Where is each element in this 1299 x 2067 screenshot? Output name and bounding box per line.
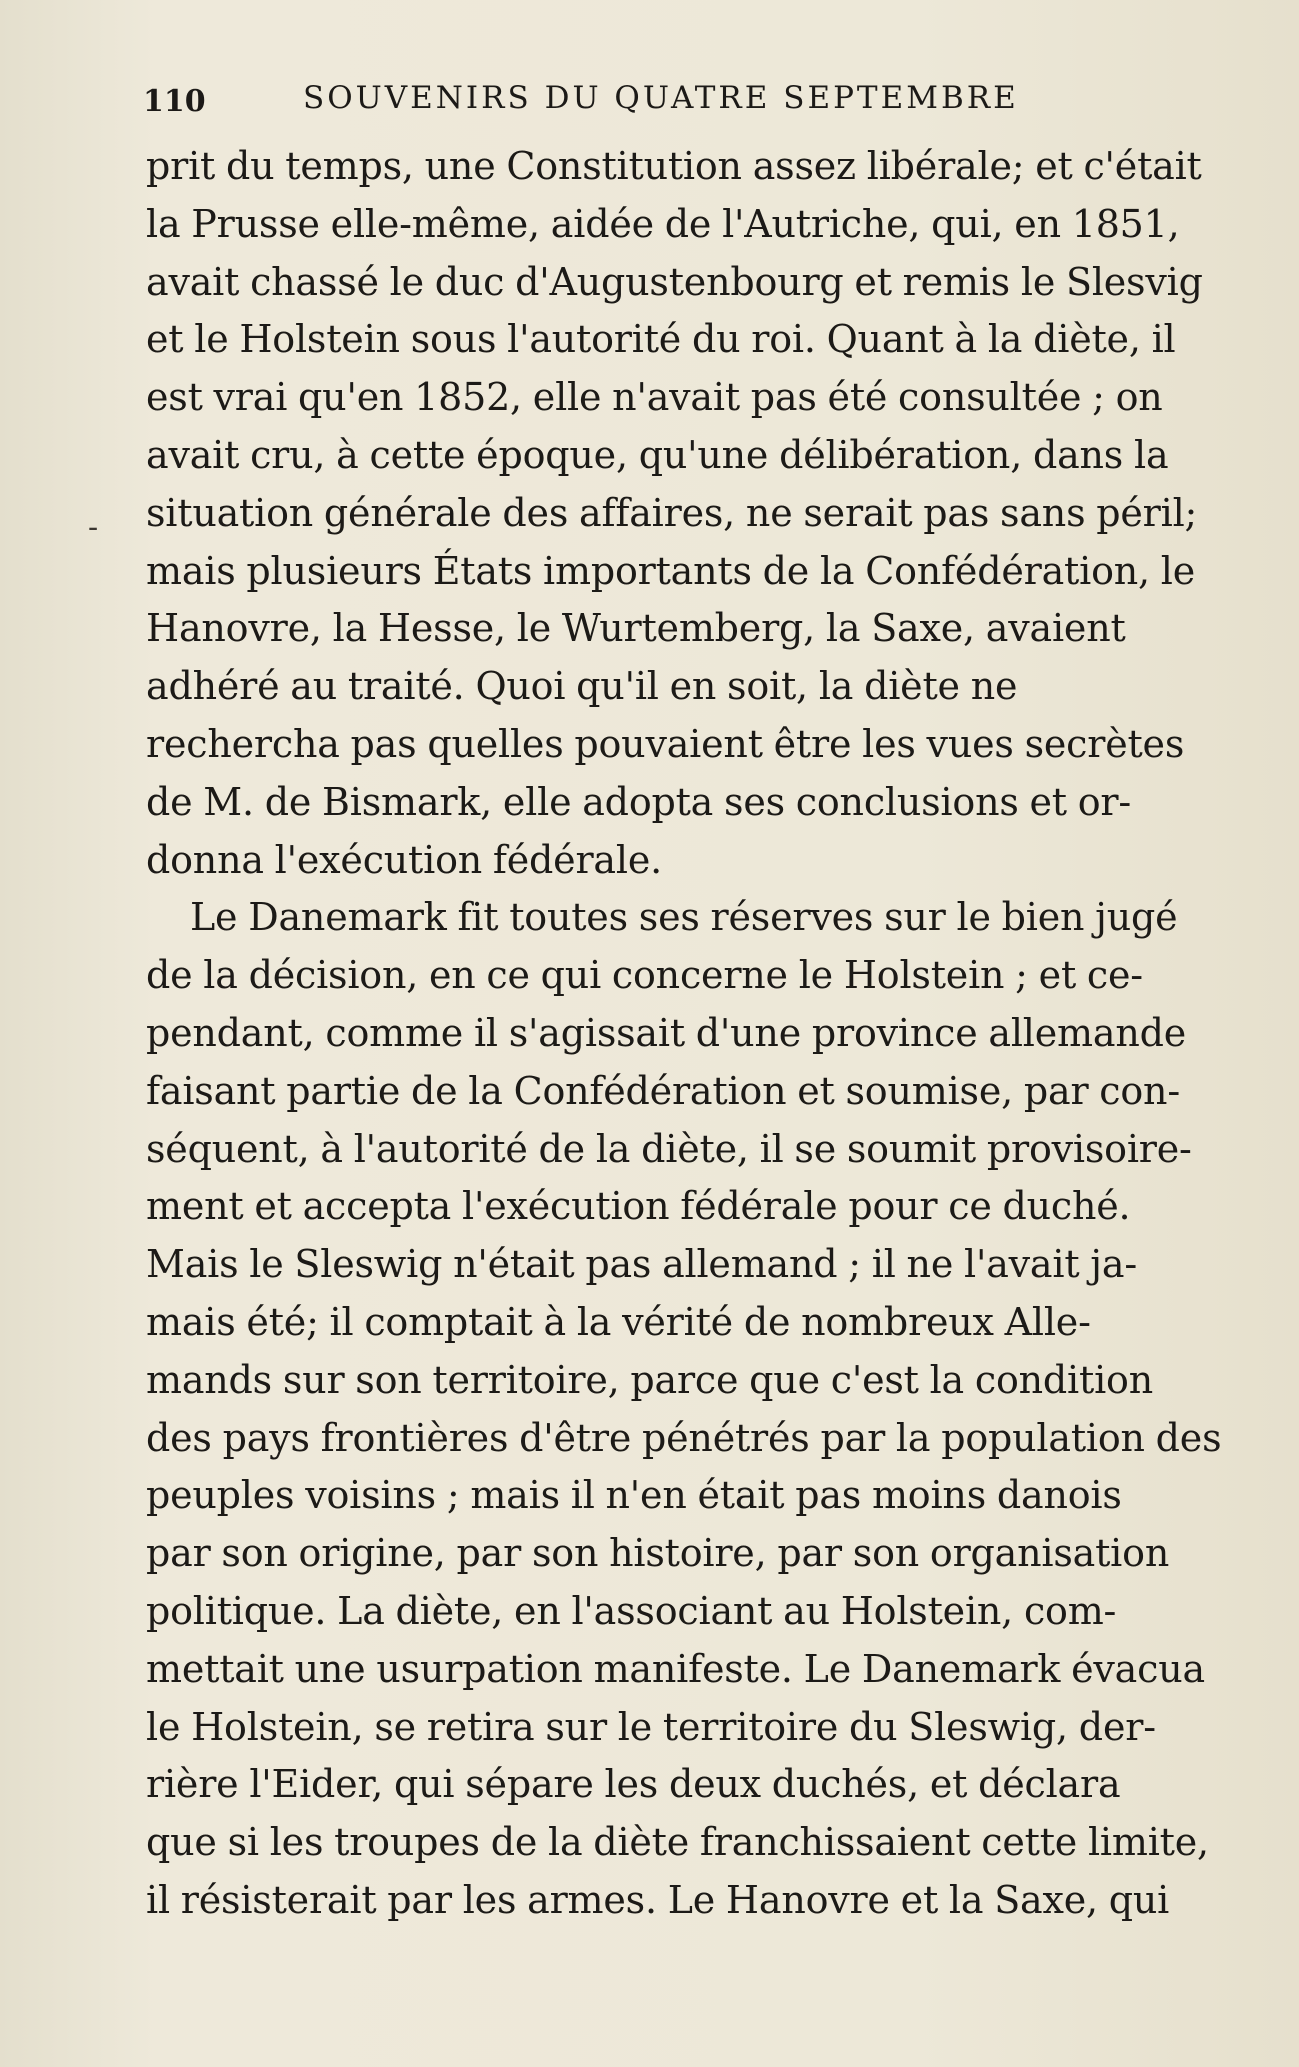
text-line: le Holstein, se retira sur le territoire du Sleswig, der- <box>146 1704 1156 1749</box>
text-line: avait chassé le duc d'Augustenbourg et remis le Slesvig <box>146 259 1203 304</box>
text-line: Hanovre, la Hesse, le Wurtemberg, la Saxe, avaient <box>146 606 1126 651</box>
margin-mark: - <box>88 510 99 545</box>
text-line: donna l'exécution fédérale. <box>146 837 663 882</box>
text-line: pendant, comme il s'agissait d'une province allemande <box>146 1010 1187 1055</box>
text-line: Mais le Sleswig n'était pas allemand ; il ne l'avait ja- <box>146 1242 1137 1287</box>
page-number: 110 <box>143 84 206 119</box>
text-line: il résisterait par les armes. Le Hanovre et la Saxe, qui <box>146 1877 1170 1922</box>
text-line: mands sur son territoire, parce que c'est la condition <box>146 1357 1153 1402</box>
text-line: peuples voisins ; mais il n'en était pas moins danois <box>146 1473 1122 1518</box>
text-line: mais plusieurs États importants de la Confédération, le <box>146 548 1196 593</box>
text-line: rechercha pas quelles pouvaient être les vues secrètes <box>146 721 1185 766</box>
running-title: SOUVENIRS DU QUATRE SEPTEMBRE <box>303 80 1019 116</box>
text-line: et le Holstein sous l'autorité du roi. Quant à la diète, il <box>146 317 1176 362</box>
text-line: politique. La diète, en l'associant au Holstein, com- <box>146 1588 1117 1633</box>
text-line: des pays frontières d'être pénétrés par la population des <box>146 1415 1222 1460</box>
text-line: ment et accepta l'exécution fédérale pour ce duché. <box>146 1184 1131 1229</box>
text-line: faisant partie de la Confédération et soumise, par con- <box>146 1068 1180 1113</box>
text-line: situation générale des affaires, ne serait pas sans péril; <box>146 490 1198 535</box>
text-line: est vrai qu'en 1852, elle n'avait pas été consultée ; on <box>146 375 1163 420</box>
running-head <box>143 70 1073 130</box>
text-line: mais été; il comptait à la vérité de nombreux Alle- <box>146 1299 1091 1344</box>
text-line: séquent, à l'autorité de la diète, il se soumit provisoire- <box>146 1126 1192 1171</box>
text-line: mettait une usurpation manifeste. Le Danemark évacua <box>146 1646 1205 1691</box>
text-line: de la décision, en ce qui concerne le Holstein ; et ce- <box>146 953 1143 998</box>
text-line: que si les troupes de la diète franchissaient cette limite, <box>146 1820 1209 1865</box>
body-text <box>146 138 1226 1930</box>
text-line: de M. de Bismark, elle adopta ses conclusions et or- <box>146 779 1132 824</box>
text-line: la Prusse elle-même, aidée de l'Autriche, qui, en 1851, <box>146 201 1180 246</box>
paragraph-start-line: Le Danemark fit toutes ses réserves sur le bien jugé <box>190 895 1178 940</box>
text-line: avait cru, à cette époque, qu'une délibération, dans la <box>146 432 1169 477</box>
text-line: adhéré au traité. Quoi qu'il en soit, la diète ne <box>146 664 1018 709</box>
text-line: par son origine, par son histoire, par son organisation <box>146 1531 1170 1576</box>
text-line: rière l'Eider, qui sépare les deux duchés, et déclara <box>146 1762 1121 1807</box>
text-line: prit du temps, une Constitution assez libérale; et c'était <box>146 144 1202 188</box>
